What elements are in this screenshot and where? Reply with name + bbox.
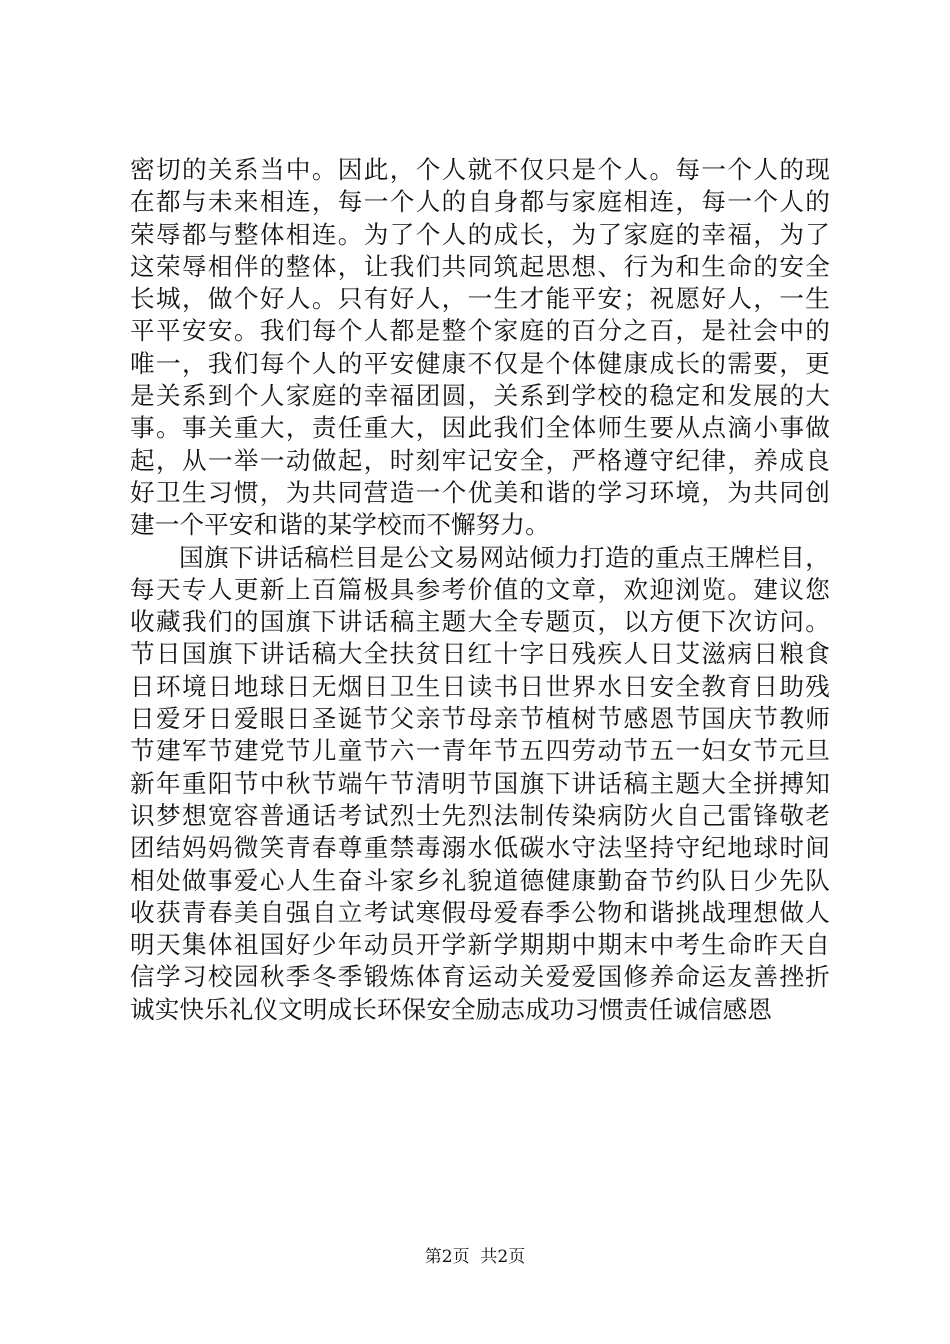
text-line: 建一个平安和谐的某学校而不懈努力。 — [130, 510, 550, 540]
text-line: 明天集体祖国好少年动员开学新学期期中期末中考生命昨天自 — [130, 930, 830, 960]
paragraph — [130, 542, 830, 1026]
text-line: 收藏我们的国旗下讲话稿主题大全专题页，以方便下次访问。 — [130, 607, 830, 637]
text-line: 每天专人更新上百篇极具参考价值的文章，欢迎浏览。建议您 — [130, 574, 830, 604]
text-line: 平平安安。我们每个人都是整个家庭的百分之百，是社会中的 — [130, 316, 830, 346]
text-line: 这荣辱相伴的整体，让我们共同筑起思想、行为和生命的安全 — [130, 251, 830, 281]
text-line: 团结妈妈微笑青春尊重禁毒溺水低碳水守法坚持守纪地球时间 — [130, 833, 830, 863]
text-line: 日环境日地球日无烟日卫生日读书日世界水日安全教育日助残 — [130, 671, 830, 701]
text-line: 是关系到个人家庭的幸福团圆，关系到学校的稳定和发展的大 — [130, 381, 830, 411]
text-line: 国旗下讲话稿栏目是公文易网站倾力打造的重点王牌栏目， — [179, 542, 830, 572]
text-line: 长城，做个好人。只有好人，一生才能平安；祝愿好人，一生 — [130, 284, 830, 314]
page-footer: 第2页 共2页 — [424, 1247, 526, 1267]
text-line: 诚实快乐礼仪文明成长环保安全励志成功习惯责任诚信感恩 — [130, 994, 773, 1024]
text-line: 好卫生习惯，为共同营造一个优美和谐的学习环境，为共同创 — [130, 477, 830, 507]
text-line: 日爱牙日爱眼日圣诞节父亲节母亲节植树节感恩节国庆节教师 — [130, 704, 830, 734]
text-line: 收获青春美自强自立考试寒假母爱春季公物和谐挑战理想做人 — [130, 897, 830, 927]
text-line: 起，从一举一动做起，时刻牢记安全，严格遵守纪律，养成良 — [130, 445, 830, 475]
text-line: 新年重阳节中秋节端午节清明节国旗下讲话稿主题大全拼搏知 — [130, 768, 830, 798]
text-line: 信学习校园秋季冬季锻炼体育运动关爱爱国修养命运友善挫折 — [130, 962, 830, 992]
document-body — [130, 154, 830, 1026]
text-line: 节日国旗下讲话稿大全扶贫日红十字日残疾人日艾滋病日粮食 — [130, 639, 830, 669]
text-line: 节建军节建党节儿童节六一青年节五四劳动节五一妇女节元旦 — [130, 736, 830, 766]
text-line: 密切的关系当中。因此，个人就不仅只是个人。每一个人的现 — [130, 155, 830, 184]
text-line: 事。事关重大，责任重大，因此我们全体师生要从点滴小事做 — [130, 413, 830, 443]
text-line: 在都与未来相连，每一个人的自身都与家庭相连，每一个人的 — [130, 187, 830, 217]
text-line: 识梦想宽容普通话考试烈士先烈法制传染病防火自己雷锋敬老 — [130, 800, 830, 830]
text-line: 相处做事爱心人生奋斗家乡礼貌道德健康勤奋节约队日少先队 — [130, 865, 830, 895]
text-line: 唯一，我们每个人的平安健康不仅是个体健康成长的需要，更 — [130, 348, 830, 378]
paragraph — [130, 154, 830, 542]
text-line: 荣辱都与整体相连。为了个人的成长，为了家庭的幸福，为了 — [130, 219, 830, 249]
